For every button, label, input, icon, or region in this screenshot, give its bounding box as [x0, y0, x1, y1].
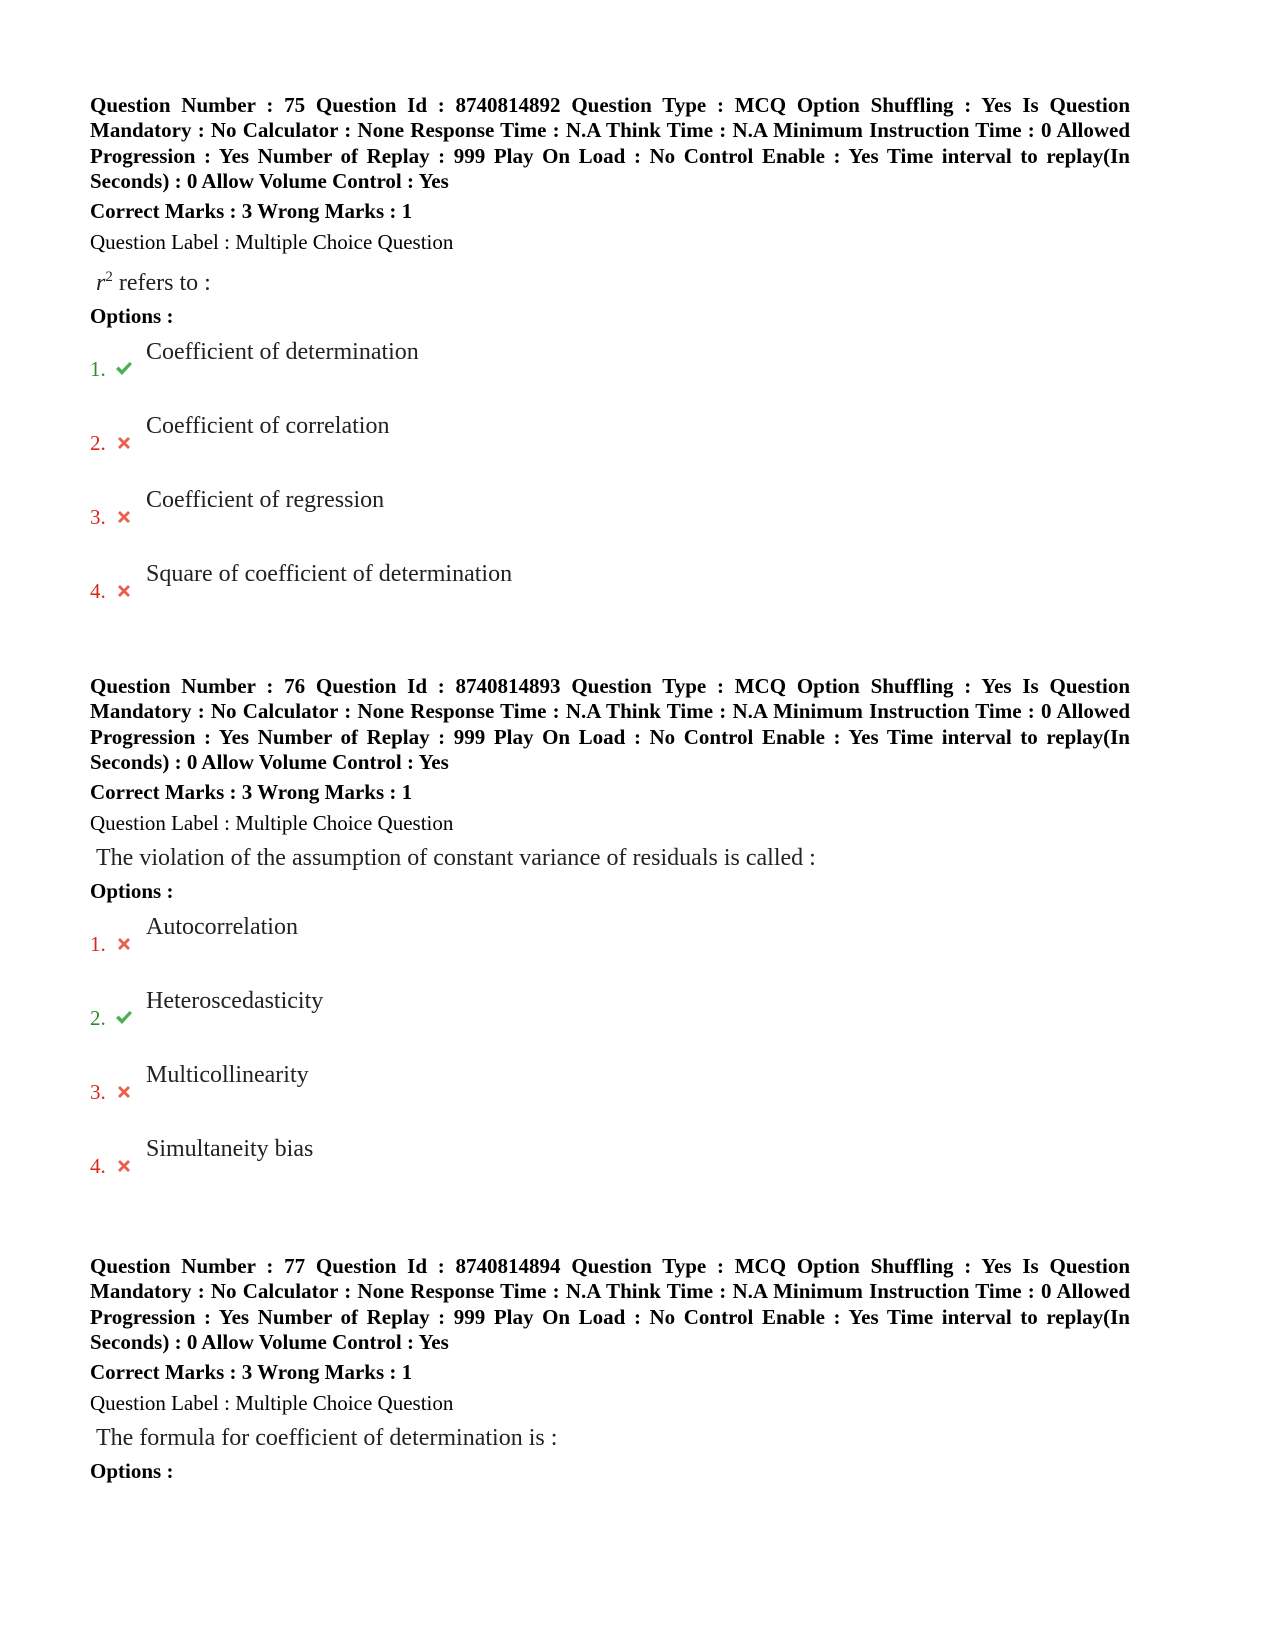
question-header: Question Number : 77 Question Id : 8740814894 Question Type : MCQ Option Shuffling : Yes Is Question Mandatory : No Calculator : None Response Time : N.A Think Time : N.A Minimum Instruction Time : 0 Allowed Progression : Yes Number of Replay : 999 Play On Load : No Control Enable : Yes Time interval to replay(In Seconds) : 0 Allow Volume Control : Yes — [90, 1254, 1130, 1354]
check-icon — [114, 359, 134, 379]
question-text-body: The formula for coefficient of determination is : — [96, 1425, 558, 1452]
marks-info: Correct Marks : 3 Wrong Marks : 1 — [90, 1360, 413, 1385]
cross-icon — [114, 1082, 134, 1102]
option-number: 3. — [90, 1080, 106, 1105]
option-text: Autocorrelation — [146, 914, 298, 941]
option-item — [90, 477, 1130, 551]
option-text: Coefficient of correlation — [146, 413, 390, 440]
option-item — [90, 904, 1130, 978]
option-number: 2. — [90, 1006, 106, 1031]
option-number: 2. — [90, 431, 106, 456]
question-block — [90, 1254, 1130, 1484]
question-text — [96, 843, 1130, 873]
option-number: 4. — [90, 579, 106, 604]
option-number: 1. — [90, 357, 106, 382]
option-text: Coefficient of determination — [146, 339, 419, 366]
options-heading: Options : — [90, 879, 174, 904]
options-heading: Options : — [90, 304, 174, 329]
cross-icon — [114, 433, 134, 453]
option-item — [90, 551, 1130, 625]
marks-info: Correct Marks : 3 Wrong Marks : 1 — [90, 780, 413, 805]
question-header: Question Number : 76 Question Id : 8740814893 Question Type : MCQ Option Shuffling : Yes Is Question Mandatory : No Calculator : None Response Time : N.A Think Time : N.A Minimum Instruction Time : 0 Allowed Progression : Yes Number of Replay : 999 Play On Load : No Control Enable : Yes Time interval to replay(In Seconds) : 0 Allow Volume Control : Yes — [90, 674, 1130, 774]
option-text: Heteroscedasticity — [146, 988, 324, 1015]
option-number: 1. — [90, 932, 106, 957]
options-heading: Options : — [90, 1459, 174, 1484]
question-block — [90, 93, 1130, 625]
question-block — [90, 674, 1130, 1200]
question-superscript: 2 — [105, 269, 113, 286]
option-number: 4. — [90, 1154, 106, 1179]
option-item — [90, 329, 1130, 403]
check-icon — [114, 1008, 134, 1028]
option-text: Coefficient of regression — [146, 487, 385, 514]
option-text: Simultaneity bias — [146, 1136, 314, 1163]
cross-icon — [114, 1156, 134, 1176]
option-item — [90, 403, 1130, 477]
question-label: Question Label : Multiple Choice Question — [90, 230, 454, 255]
option-item — [90, 1052, 1130, 1126]
cross-icon — [114, 507, 134, 527]
question-text-body: refers to : — [112, 270, 211, 297]
option-number: 3. — [90, 505, 106, 530]
option-text: Square of coefficient of determination — [146, 561, 513, 588]
question-text — [96, 262, 1130, 298]
question-label: Question Label : Multiple Choice Question — [90, 1391, 454, 1416]
option-item — [90, 978, 1130, 1052]
question-label: Question Label : Multiple Choice Question — [90, 811, 454, 836]
question-text-body: The violation of the assumption of constant variance of residuals is called : — [96, 845, 816, 872]
question-variable: r — [96, 270, 106, 297]
question-text — [96, 1423, 1130, 1453]
marks-info: Correct Marks : 3 Wrong Marks : 1 — [90, 199, 413, 224]
option-text: Multicollinearity — [146, 1062, 309, 1089]
question-header: Question Number : 75 Question Id : 8740814892 Question Type : MCQ Option Shuffling : Yes Is Question Mandatory : No Calculator : None Response Time : N.A Think Time : N.A Minimum Instruction Time : 0 Allowed Progression : Yes Number of Replay : 999 Play On Load : No Control Enable : Yes Time interval to replay(In Seconds) : 0 Allow Volume Control : Yes — [90, 93, 1130, 193]
cross-icon — [114, 934, 134, 954]
option-item — [90, 1126, 1130, 1200]
cross-icon — [114, 581, 134, 601]
